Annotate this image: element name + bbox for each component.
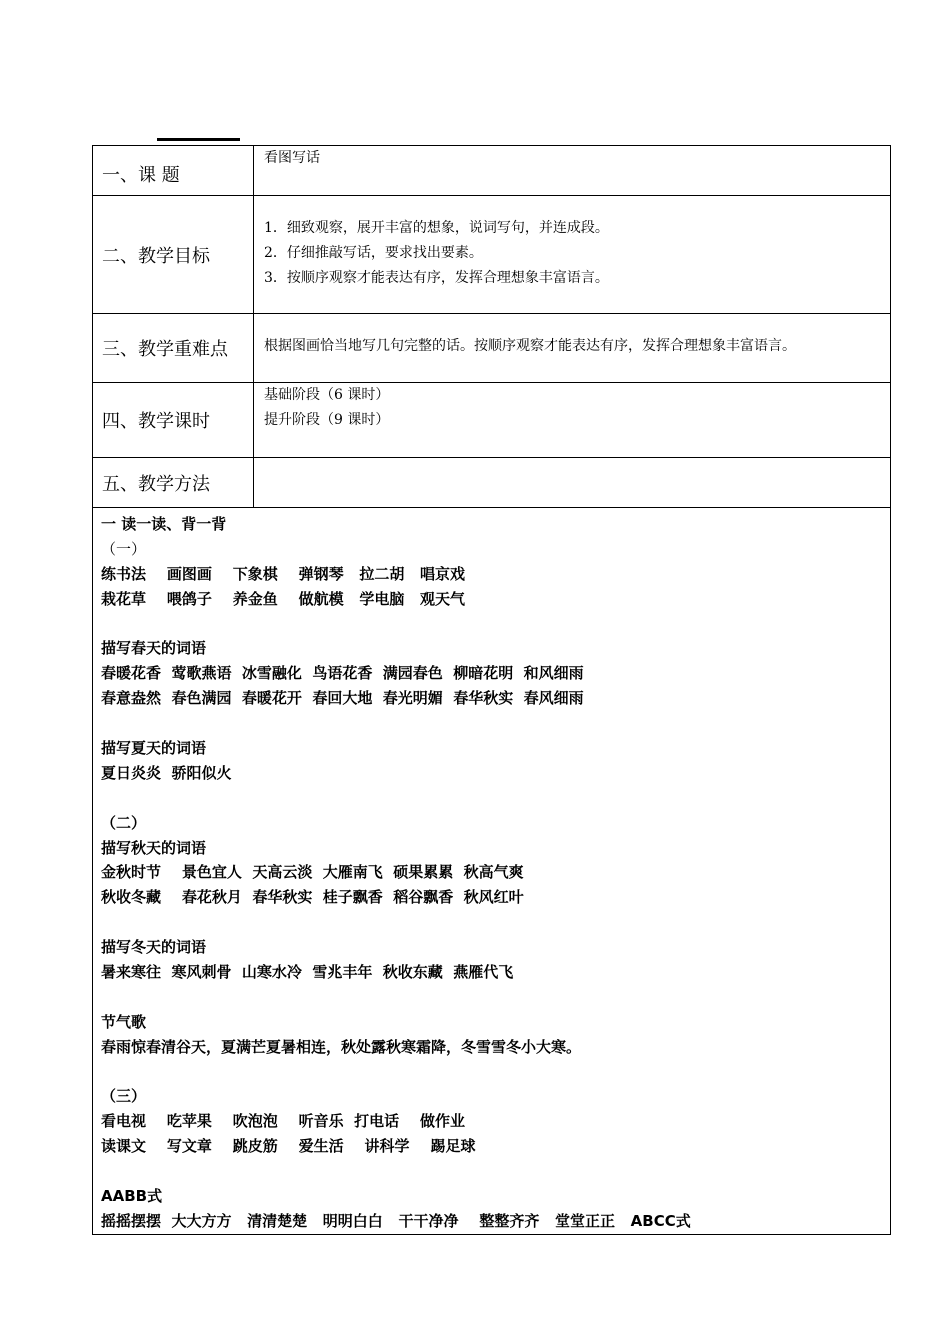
body-line: （一） xyxy=(101,539,147,558)
top-decorative-rule xyxy=(157,138,240,141)
body-line: 练书法 画图画 下象棋 弹钢琴 拉二胡 唱京戏 xyxy=(101,564,466,583)
body-line: 春雨惊春清谷天，夏满芒夏暑相连，秋处露秋寒霜降，冬雪雪冬小大寒。 xyxy=(101,1037,582,1056)
body-line: AABB式 xyxy=(101,1187,163,1206)
body-line: 读课文 写文章 跳皮筋 爱生活 讲科学 踢足球 xyxy=(101,1137,476,1156)
body-line: 春暖花香 莺歌燕语 冰雪融化 鸟语花香 满园春色 柳暗花明 和风细雨 xyxy=(101,664,584,683)
body-line: 栽花草 喂鸽子 养金鱼 做航模 学电脑 观天气 xyxy=(101,589,466,608)
body-line: 夏日炎炎 骄阳似火 xyxy=(101,763,232,782)
key-difficulties-value: 根据图画恰当地写几句完整的话。按顺序观察才能表达有序，发挥合理想象丰富语言。 xyxy=(254,314,891,383)
topic-value: 看图写话 xyxy=(254,146,891,196)
class-hours-item: 提升阶段（9 课时） xyxy=(264,412,390,428)
class-hours-label: 四、教学课时 xyxy=(93,383,254,458)
body-line: 描写秋天的词语 xyxy=(101,838,207,857)
row-key-difficulties xyxy=(93,314,891,383)
body-line xyxy=(101,985,890,1010)
body-line: 描写春天的词语 xyxy=(101,639,207,658)
body-line: 金秋时节 景色宜人 天高云淡 大雁南飞 硕果累累 秋高气爽 xyxy=(101,863,524,882)
objectives-content xyxy=(254,196,891,314)
body-line: 摇摇摆摆 大大方方 清清楚楚 明明白白 干干净净 整整齐齐 堂堂正正 ABCC式 xyxy=(101,1211,691,1230)
body-line xyxy=(101,711,890,736)
body-line: 春意盎然 春色满园 春暖花开 春回大地 春光明媚 春华秋实 春风细雨 xyxy=(101,689,584,708)
row-lesson-body xyxy=(93,508,891,1235)
body-line: 一 读一读、背一背 xyxy=(101,515,227,533)
class-hours-content xyxy=(254,383,891,458)
objectives-label: 二、教学目标 xyxy=(93,196,254,314)
objective-item: 3．按顺序观察才能表达有序，发挥合理想象丰富语言。 xyxy=(264,270,609,286)
teaching-method-value xyxy=(254,458,891,508)
body-line: （三） xyxy=(101,1087,147,1106)
row-objectives xyxy=(93,196,891,314)
body-line xyxy=(101,786,890,811)
body-line: 秋收冬藏 春花秋月 春华秋实 桂子飘香 稻谷飘香 秋风红叶 xyxy=(101,888,524,907)
lesson-plan-table xyxy=(92,145,891,1235)
row-teaching-method xyxy=(93,458,891,508)
class-hours-item: 基础阶段（6 课时） xyxy=(264,387,390,403)
body-line: 描写夏天的词语 xyxy=(101,739,207,758)
body-line xyxy=(101,612,890,637)
objective-item: 1．细致观察，展开丰富的想象，说词写句，并连成段。 xyxy=(264,220,609,236)
topic-label: 一、课 题 xyxy=(93,146,254,196)
lesson-body xyxy=(93,508,891,1235)
body-line xyxy=(101,1159,890,1184)
key-difficulties-label: 三、教学重难点 xyxy=(93,314,254,383)
row-topic xyxy=(93,146,891,196)
body-line: 看电视 吃苹果 吹泡泡 听音乐 打电话 做作业 xyxy=(101,1112,466,1131)
objective-item: 2．仔细推敲写话，要求找出要素。 xyxy=(264,245,483,261)
body-line: 描写冬天的词语 xyxy=(101,938,207,957)
body-line: （二） xyxy=(101,813,147,832)
body-line xyxy=(101,910,890,935)
body-line: 暑来寒往 寒风刺骨 山寒水冷 雪兆丰年 秋收东藏 燕雁代飞 xyxy=(101,963,514,982)
body-line: 节气歌 xyxy=(101,1012,147,1031)
teaching-method-label: 五、教学方法 xyxy=(93,458,254,508)
body-line xyxy=(101,1060,890,1085)
row-class-hours xyxy=(93,383,891,458)
